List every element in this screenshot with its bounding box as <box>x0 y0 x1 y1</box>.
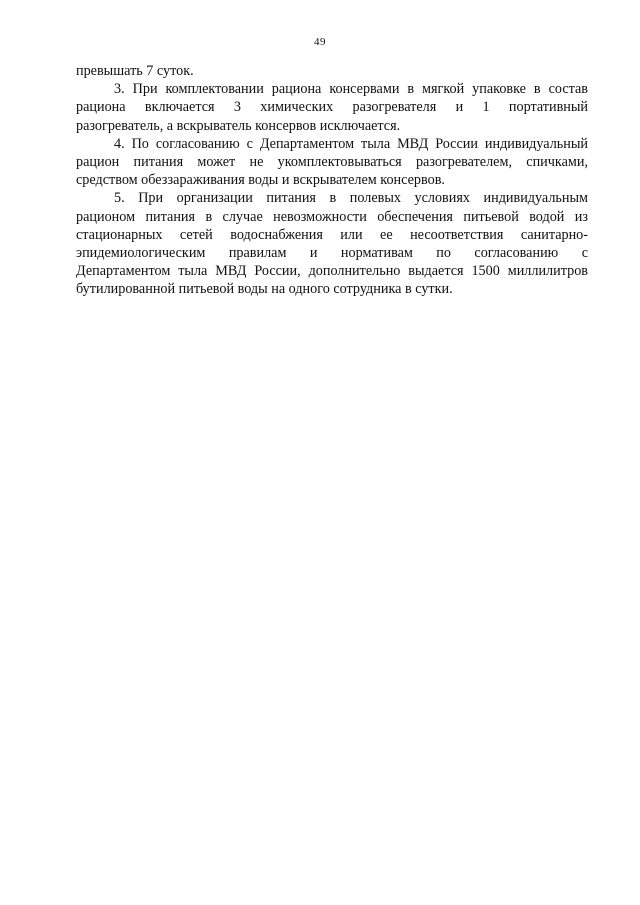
text-line: Департаментом тыла МВД России, дополнительно выдается 1500 миллилитров <box>76 263 588 280</box>
text-line: 3. При комплектовании рациона консервами в мягкой упаковке в состав <box>114 81 588 98</box>
text-line: средством обеззараживания воды и вскрывателем консервов. <box>76 172 445 189</box>
text-line: рацион питания может не укомплектовываться разогревателем, спичками, <box>76 153 588 170</box>
text-line: рациона включается 3 химических разогревателя и 1 портативный <box>76 99 588 116</box>
text-line: рационом питания в случае невозможности обеспечения питьевой водой из <box>76 208 588 225</box>
text-line: стационарных сетей водоснабжения или ее несоответствия санитарно- <box>76 226 588 243</box>
text-line: 4. По согласованию с Департаментом тыла МВД России индивидуальный <box>114 135 588 152</box>
text-line: превышать 7 суток. <box>76 63 194 79</box>
page-number: 49 <box>314 36 326 48</box>
text-line: бутилированной питьевой воды на одного сотрудника в сутки. <box>76 281 453 298</box>
body-text <box>76 62 588 298</box>
text-line: эпидемиологическим правилам и нормативам по согласованию с <box>76 244 588 261</box>
text-line: 5. При организации питания в полевых условиях индивидуальным <box>114 190 588 207</box>
text-line: разогреватель, а вскрыватель консервов исключается. <box>76 117 401 134</box>
